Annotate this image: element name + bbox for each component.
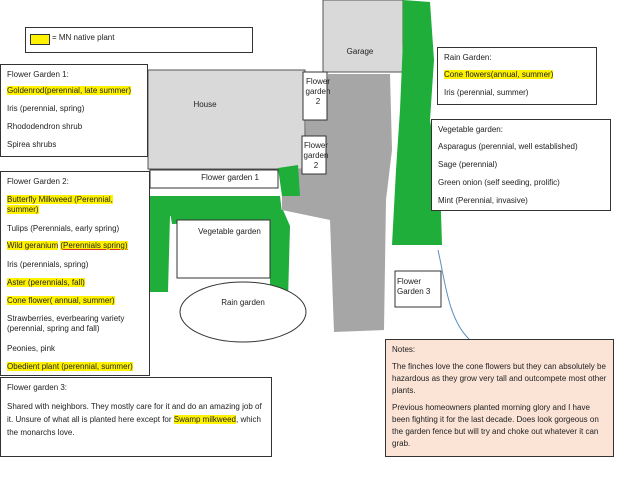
hedge-house-side bbox=[278, 165, 300, 196]
spirea-item: Spirea shrubs bbox=[7, 140, 57, 149]
vegetable-panel bbox=[431, 119, 611, 211]
vegetable-title: Vegetable garden: bbox=[438, 125, 503, 134]
flower-garden-2-top-label: Flower garden 2 bbox=[305, 77, 331, 106]
flower-garden-2-panel bbox=[0, 171, 150, 376]
legend-box bbox=[25, 27, 253, 53]
flower-garden-3-label: Flower Garden 3 bbox=[397, 277, 431, 296]
rhododendron-item: Rhododendron shrub bbox=[7, 122, 83, 131]
rain-iris-item: Iris (perennial, summer) bbox=[444, 88, 529, 97]
rain-garden-title: Rain Garden: bbox=[444, 53, 492, 62]
mint-item: Mint (Perennial, invasive) bbox=[438, 196, 528, 205]
notes-panel bbox=[385, 339, 614, 457]
flower-garden-1-label: Flower garden 1 bbox=[201, 173, 259, 182]
flower-garden-2-title: Flower Garden 2: bbox=[7, 177, 69, 186]
rain-garden-panel bbox=[437, 47, 597, 105]
rain-cone-flowers-item: Cone flowers(annual, summer) bbox=[444, 70, 554, 79]
notes-paragraph-1: The finches love the cone flowers but they can absolutely be hazardous as they grow very tall and outcompete most other plants. bbox=[392, 362, 607, 395]
flower-garden-3-title: Flower garden 3: bbox=[7, 383, 68, 392]
wild-geranium-item: Wild geranium (Perennials spring) bbox=[7, 241, 128, 250]
legend-text: = MN native plant bbox=[52, 33, 115, 42]
notes-paragraph-2: Previous homeowners planted morning glory and I have been fighting it for the last decade. Does look gorgeous on the garden fence but will try and choke out whatever it can grab. bbox=[392, 403, 599, 448]
aster-item: Aster (perennials, fall) bbox=[7, 278, 85, 287]
vegetable-garden-label: Vegetable garden bbox=[198, 227, 261, 236]
flower-garden-1-panel bbox=[0, 64, 148, 157]
garage-shape bbox=[323, 0, 403, 72]
legend-swatch bbox=[30, 34, 50, 45]
house-shape bbox=[148, 70, 305, 169]
property-line bbox=[438, 250, 470, 340]
asparagus-item: Asparagus (perennial, well established) bbox=[438, 142, 578, 151]
goldenrod-item: Goldenrod(perennial, late summer) bbox=[7, 86, 132, 95]
notes-title: Notes: bbox=[392, 345, 416, 354]
butterfly-milkweed-item: Butterfly Milkweed (Perennial, summer) bbox=[7, 195, 113, 214]
flower-garden-3-panel bbox=[0, 377, 272, 457]
tulips-item: Tulips (Perennials, early spring) bbox=[7, 224, 120, 233]
garage-label: Garage bbox=[346, 47, 374, 56]
house-label: House bbox=[193, 100, 217, 109]
flower-garden-3-text: Shared with neighbors. They mostly care for it and do an amazing job of it. Unsure of what all is planted here except for Swamp milkweed, which the monarchs love. bbox=[7, 402, 262, 437]
iris-item-2: Iris (perennials, spring) bbox=[7, 260, 89, 269]
obedient-plant-item: Obedient plant (perennial, summer) bbox=[7, 362, 133, 371]
sage-item: Sage (perennial) bbox=[438, 160, 498, 169]
rain-garden-label: Rain garden bbox=[221, 298, 265, 307]
rain-garden-shape bbox=[180, 282, 306, 342]
flower-garden-1-title: Flower Garden 1: bbox=[7, 70, 69, 79]
strawberries-item: Strawberries, everbearing variety (perennial, spring and fall) bbox=[7, 314, 125, 333]
flower-garden-2-bottom-label: Flower garden 2 bbox=[303, 141, 329, 170]
green-onion-item: Green onion (self seeding, prolific) bbox=[438, 178, 560, 187]
iris-item: Iris (perennial, spring) bbox=[7, 104, 85, 113]
cone-flower-item: Cone flower( annual, summer) bbox=[7, 296, 115, 305]
peonies-item: Peonies, pink bbox=[7, 344, 56, 353]
